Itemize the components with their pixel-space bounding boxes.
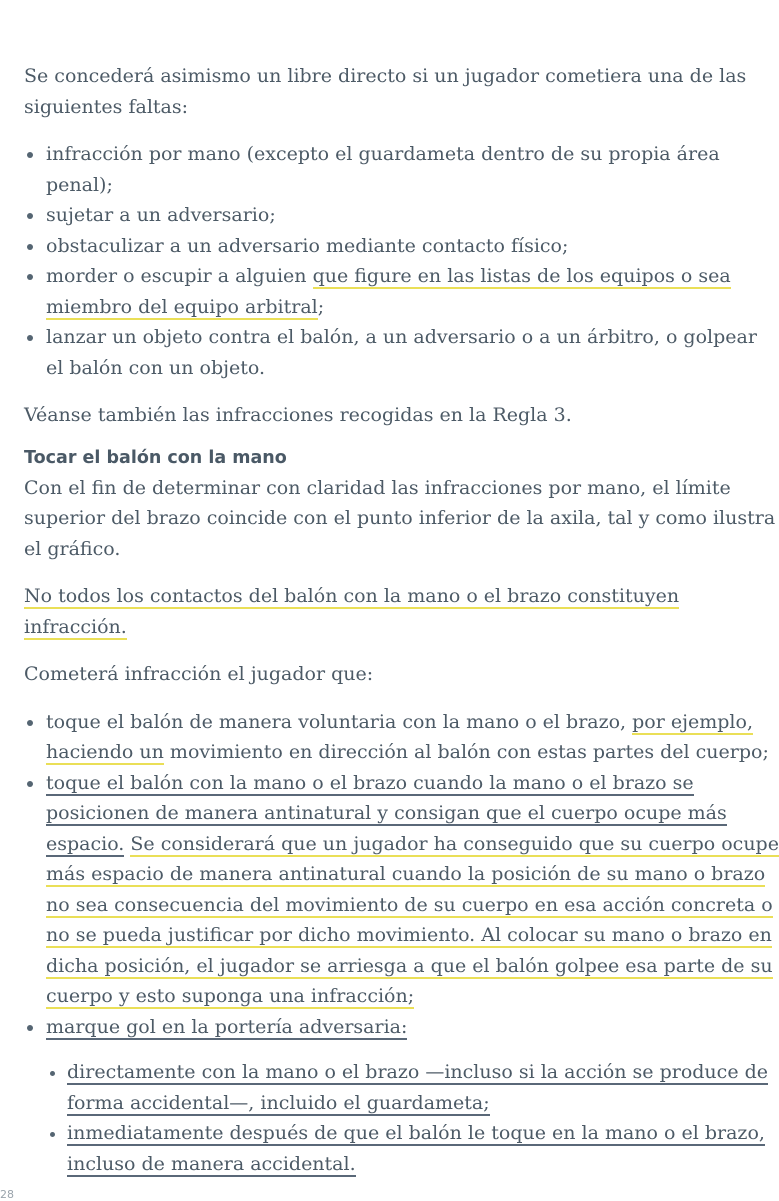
dark-underline: toque el balón con la mano o el brazo cuando la mano o el brazo se posicionen de manera antinatural y consigan que el cuerpo ocupe más espacio. xyxy=(46,771,727,855)
goal-sublist xyxy=(24,1057,779,1179)
list-item xyxy=(24,1118,779,1179)
faults-list xyxy=(24,139,779,383)
highlight-underline: por ejemplo, haciendo un xyxy=(46,710,753,763)
document-page xyxy=(24,61,779,1179)
see-also-paragraph: Véanse también las infracciones recogidas en la Regla 3. xyxy=(24,404,572,426)
paragraph-limit: Con el fin de determinar con claridad las infracciones por mano, el límite superior del brazo coincide con el punto inferior de la axila, tal y como ilustra el gráfico. xyxy=(24,476,776,560)
paragraph-infraction: Cometerá infracción el jugador que: xyxy=(24,663,374,685)
dark-underline: marque gol en la portería adversaria: xyxy=(46,1015,408,1038)
highlight-underline: Se considerará que un jugador ha conseguido que su cuerpo ocupe más espacio de manera antinatural cuando la posición de su mano o brazo no sea consecuencia del movimiento de su cuerpo en esa acción concreta o no se pueda justificar por dicho movimiento. Al colocar su mano o brazo en dicha posición, el jugador se arriesga a que el balón golpee esa parte de su cuerpo y esto suponga una infracción; xyxy=(46,832,779,1007)
list-item xyxy=(24,768,779,1012)
paragraph-not-all xyxy=(24,581,779,642)
section-heading: Tocar el balón con la mano xyxy=(24,447,287,468)
highlight-underline: No todos los contactos del balón con la mano o el brazo constituyen infracción. xyxy=(24,585,680,638)
dark-underline: directamente con la mano o el brazo —incluso si la acción se produce de forma accidental—, incluido el guardameta; xyxy=(67,1061,769,1114)
list-item: morder o escupir a alguien que figure en las listas de los equipos o sea miembro del equipo arbitral; xyxy=(24,261,779,322)
list-item: sujetar a un adversario; xyxy=(24,200,779,231)
dark-underline: inmediatamente después de que el balón le toque en la mano o el brazo, incluso de manera accidental. xyxy=(67,1122,765,1175)
page-number: 28 xyxy=(0,1188,14,1201)
handball-list xyxy=(24,707,779,1180)
list-item xyxy=(24,1012,779,1180)
list-item: obstaculizar a un adversario mediante contacto físico; xyxy=(24,231,779,262)
list-item: lanzar un objeto contra el balón, a un adversario o a un árbitro, o golpear el balón con un objeto. xyxy=(24,322,779,383)
intro-paragraph: Se concederá asimismo un libre directo si un jugador cometiera una de las siguientes faltas: xyxy=(24,65,747,118)
highlight-underline: que figure en las listas de los equipos o sea miembro del equipo arbitral xyxy=(46,265,731,318)
list-item: infracción por mano (excepto el guardameta dentro de su propia área penal); xyxy=(24,139,779,200)
list-item xyxy=(24,1057,779,1118)
list-item: toque el balón de manera voluntaria con la mano o el brazo, por ejemplo, haciendo un movimiento en dirección al balón con estas partes del cuerpo; xyxy=(24,707,779,768)
